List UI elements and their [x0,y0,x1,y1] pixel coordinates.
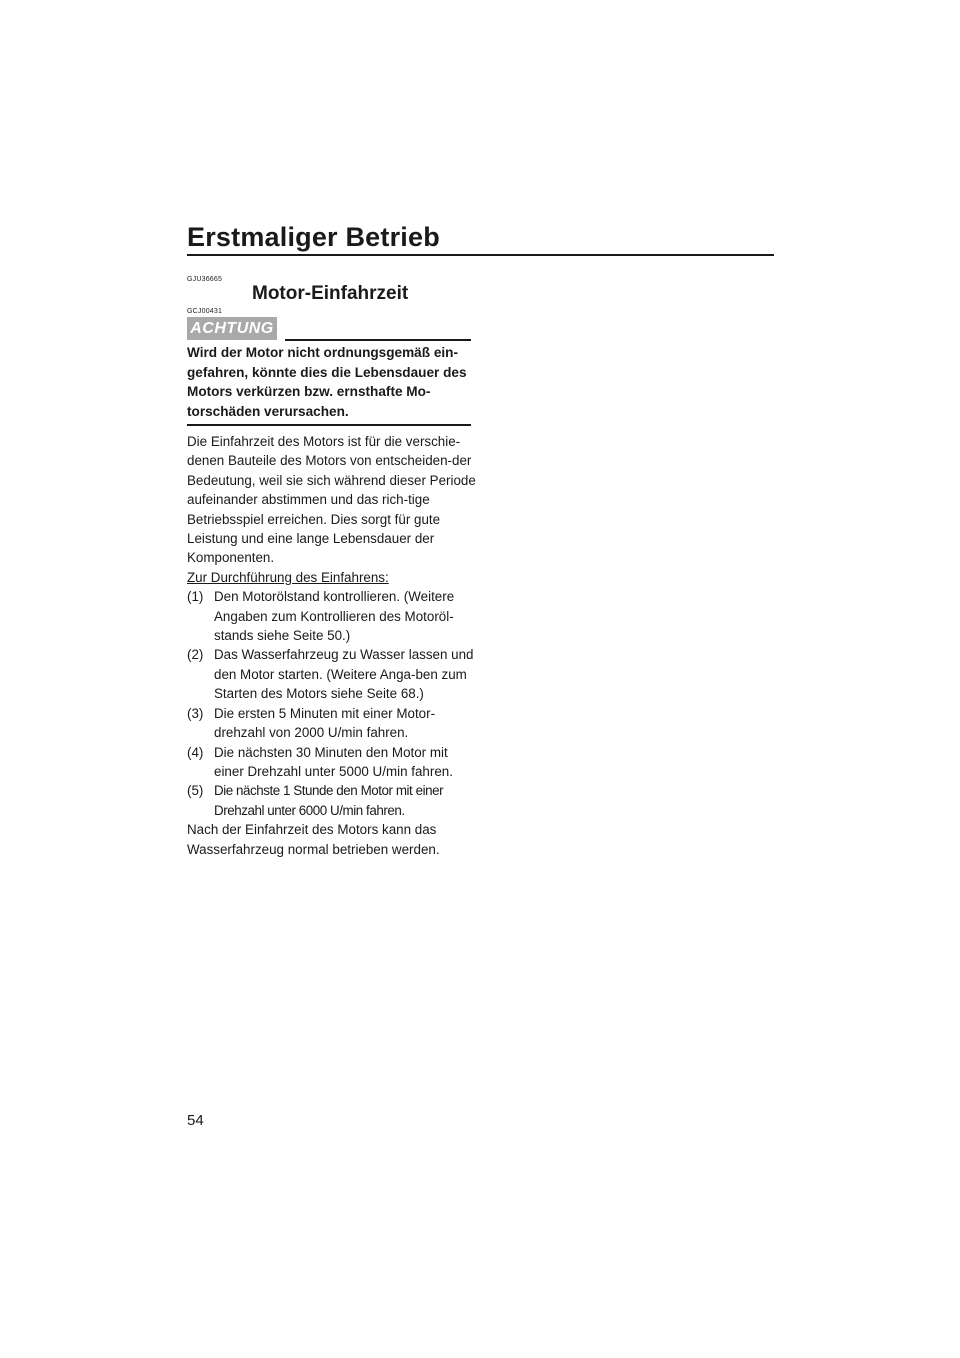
caution-badge: ACHTUNG [187,317,277,340]
closing-paragraph: Nach der Einfahrzeit des Motors kann das Wasserfahrzeug normal betrieben werden. [187,822,440,857]
step-number: (5) [187,783,204,799]
caution-bottom-divider [187,424,471,426]
step-text: Das Wasserfahrzeug zu Wasser lassen und den Motor starten. (Weitere Anga-ben zum Starten des Motors siehe Seite 68.) [214,647,474,702]
step-text: Die nächste 1 Stunde den Motor mit einer Drehzahl unter 6000 U/min fahren. [214,783,444,818]
page-header [187,222,774,256]
step-number: (2) [187,647,204,663]
procedure-step [187,704,477,743]
intro-paragraph: Die Einfahrzeit des Motors ist für die verschie-denen Bauteile des Motors von entscheiden-der Bedeutung, weil sie sich während dieser Periode aufeinander abstimmen und das rich-tige Betriebsspiel erreichen. Dies sorgt für gute Leistung und eine lange Lebensdauer der Komponenten. [187,434,476,566]
step-text: Die nächsten 30 Minuten den Motor mit einer Drehzahl unter 5000 U/min fahren. [214,744,453,779]
step-number: (3) [187,705,204,721]
procedure-step [187,645,477,703]
step-text: Den Motorölstand kontrollieren. (Weitere Angaben zum Kontrollieren des Motoröl-stands siehe Seite 50.) [214,589,455,644]
step-number: (4) [187,744,204,760]
step-text: Die ersten 5 Minuten mit einer Motor-drehzahl von 2000 U/min fahren. [214,705,436,741]
caution-top-divider [285,339,471,341]
procedure-step [187,743,477,782]
procedure-step [187,587,477,645]
procedure-step [187,781,477,820]
caution-reference-code: GCJ00431 [187,308,223,315]
section-title: Motor-Einfahrzeit [252,283,409,304]
procedure-heading: Zur Durchführung des Einfahrens: [187,569,389,585]
step-number: (1) [187,589,204,605]
page-number: 54 [187,1112,204,1129]
procedure-steps [187,587,477,820]
caution-text: Wird der Motor nicht ordnungsgemäß ein-gefahren, könnte dies die Lebensdauer des Motors verkürzen bzw. ernsthafte Mo-torschäden verursachen. [187,345,467,419]
body-content [187,432,477,859]
page-title: Erstmaliger Betrieb [187,222,440,252]
section-reference-code: GJU36665 [187,276,223,283]
